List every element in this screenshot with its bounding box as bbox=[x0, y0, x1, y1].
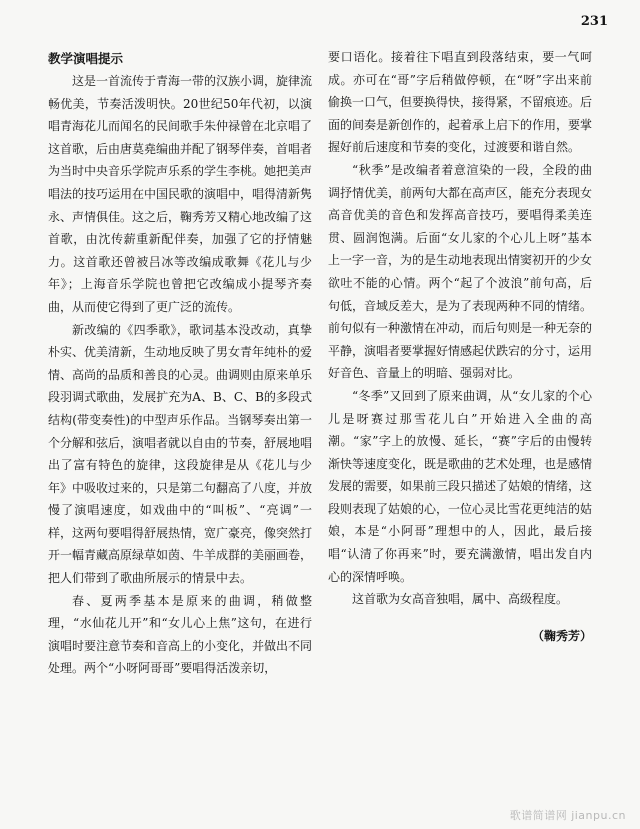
paragraph: 春、夏两季基本是原来的曲调，稍做整理，“水仙花儿开”和“女儿心上焦”这句，在进行演唱时要注意节奏和音高上的小变化，并做出不同处理。两个“小呀阿哥哥”要唱得活泼亲切， bbox=[48, 593, 313, 676]
paragraph: “秋季”是改编者着意渲染的一段，全段的曲调抒情优美，前两句大都在高声区，能充分表现女高音优美的音色和发挥高音技巧，要唱得柔美连贯、圆润饱满。后面“女儿家的个心儿上呀”基本上一字一音，为的是生动地表现出情窦初开的少女欲吐不能的心情。两个“起了个波浪”前句高，后句低，音域反差大，是为了表现两种不同的情绪。前句似有一种激情在冲动，而后句则是一种无奈的平静，演唱者要掌握好情感起伏跌宕的分寸，运用好音色、音量上的明暗、强弱对比。 bbox=[328, 162, 593, 381]
paragraph: 这首歌为女高音独唱，属中、高级程度。 bbox=[352, 592, 569, 607]
right-column bbox=[328, 46, 592, 647]
left-column bbox=[48, 48, 312, 680]
paragraph: 这是一首流传于青海一带的汉族小调，旋律流畅优美，节奏活泼明快。20世纪50年代初，以演唱青海花儿而闻名的民间歌手朱仲禄曾在北京唱了这首歌，后由唐莫堯编曲并配了钢琴伴奏，首唱者为当时中央音乐学院声乐系的学生李桃。她把美声唱法的技巧运用在中国民歌的演唱中，唱得清新隽永、声情俱佳。这之后，鞠秀芳又精心地改编了这首歌，由沈传薪重新配伴奏，加强了它的抒情魅力。这首歌还曾被吕冰等改编成歌舞《花儿与少年》；上海音乐学院也曾把它改编成小提琴齐奏曲，从而使它得到了更广泛的流传。 bbox=[48, 74, 313, 314]
paragraph: “冬季”又回到了原来曲调，从“女儿家的个心儿是呀赛过那雪花儿白”开始进入全曲的高潮。“家”字上的放慢、延长，“赛”字后的由慢转渐快等速度变化，既是歌曲的艺术处理，也是感情发展的需要，如果前三段只描述了姑娘的情绪，这段则表现了姑娘的心，一位心灵比雪花更纯洁的姑娘，本是“小阿哥”理想中的人，因此，最后接唱“认清了你再来”时，要充满激情，唱出发自内心的深情呼唤。 bbox=[328, 388, 593, 584]
paragraph: 新改编的《四季歌》，歌词基本没改动，真挚朴实、优美清新，生动地反映了男女青年纯朴的爱情、高尚的品质和善良的心灵。曲调则由原来单乐段羽调式歌曲，发展扩充为A、B、C、B的多段式结构(带变奏性)的中型声乐作品。当钢琴奏出第一个分解和弦后，演唱者就以自由的节奏，舒展地唱出了富有特色的旋律，这段旋律是从《花儿与少年》中吸收过来的，只是第二句翻高了八度，并放慢了演唱速度，如戏曲中的“叫板”、“亮调”一样，这两句要唱得舒展热情，宽广豪亮，像突然打开一幅青藏高原绿草如茵、牛羊成群的美丽画卷，把人们带到了歌曲所展示的情景中去。 bbox=[48, 322, 313, 586]
page-number: 231 bbox=[580, 14, 608, 29]
watermark: 歌谱简谱网 jianpu.cn bbox=[509, 809, 626, 822]
author-credit: （鞠秀芳） bbox=[531, 628, 592, 643]
paragraph-continued: 要口语化。接着往下唱直到段落结束，要一气呵成。亦可在“哥”字后稍做停顿，在“呀”字出来前偷换一口气，但要换得快，接得紧，不留痕迹。后面的间奏是新创作的，起着承上启下的作用，要掌握好前后速度和节奏的变化，过渡要和谐自然。 bbox=[328, 50, 593, 155]
section-heading: 教学演唱提示 bbox=[48, 51, 124, 66]
